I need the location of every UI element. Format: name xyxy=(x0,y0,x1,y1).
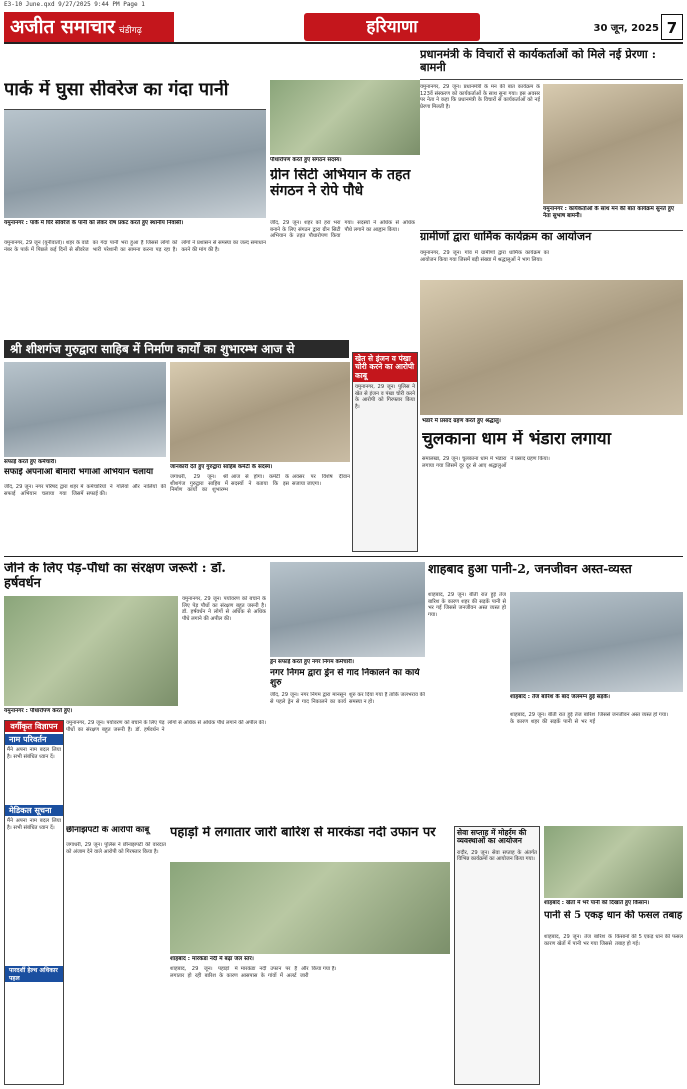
article-14-headline: सेवा सप्ताह में मोहर्रम की व्यवस्थाओं का आयोजन xyxy=(457,828,527,846)
article-6-headline-box xyxy=(4,468,166,482)
name-change-head: नाम परिवर्तन xyxy=(5,734,63,745)
article-5-caption: जानकारी देते हुए गुरुद्वारा साहिब कमेटी के सदस्य। xyxy=(170,464,273,470)
masthead xyxy=(4,12,683,44)
article-4-headline: ग्रामीणों द्वारा धार्मिक कार्यक्रम का आयोजन xyxy=(420,230,592,243)
article-2-caption: यमुनानगर : कार्यकर्ताओं के साथ मन की बात कार्यक्रम सुनते हुए नेता सुभाष बामनी। xyxy=(543,206,674,219)
article-10-photo xyxy=(510,592,683,692)
article-1-caption: यमुनानगर : पार्क में घिरे सीवरेज के पानी को लेकर रोष प्रकट करते हुए स्थानीय निवासी। xyxy=(4,220,184,226)
article-2-body: यमुनानगर, 29 जून। प्रधानमंत्री के मन की बात कार्यक्रम के 123वें संस्करण को कार्यकर्ताओं के साथ सुना गया। इस अवसर पर नेता ने कहा कि प्रधानमंत्री के विचारों से कार्यकर्ताओं को नई प्रेरणा मिलती है। xyxy=(420,84,540,110)
article-8-caption: भंडारे में प्रसाद ग्रहण करते हुए श्रद्धालु। xyxy=(422,418,501,424)
article-1-body: यमुनानगर, 29 जून (यूनीवार्ता)। शहर के वार्ड नंबर के पार्क में पिछले कई दिनों से सीवरेज का गंदा पानी भरा हुआ है जिससे लोगों को भारी परेशानी का सामना करना पड़ रहा है। लोगों ने प्रशासन से समस्या का जल्द समाधान करने की मांग की है। xyxy=(4,240,266,253)
article-10-headline: शाहबाद हुआ पानी-2, जनजीवन अस्त-व्यस्त xyxy=(428,562,632,576)
article-3-body: जींद, 29 जून। शहर को हरा भरा बनाने के लिए संगठन द्वारा ग्रीन सिटी अभियान के तहत पौधारोपण किया गया। सदस्यों ने अधिक से अधिक पौधे लगाने का आह्वान किया। xyxy=(270,220,415,240)
article-9-body-b: यमुनानगर, 29 जून। पर्यावरण को बचाने के लिए पेड़ पौधों का संरक्षण बहुत जरूरी है। डॉ. हर्षवर्धन ने लोगों से अधिक से अधिक पौधे लगाने की अपील की। xyxy=(66,720,266,733)
article-10-caption: शाहबाद : तेज बारिश के बाद जलमग्न हुई सड़कें। xyxy=(510,694,610,700)
article-10-headline-box xyxy=(428,562,683,588)
article-13-photo xyxy=(170,862,450,954)
article-5-body: जगाधरी, 29 जून। श्री शीशगंज गुरुद्वारा साहिब में निर्माण कार्यों का शुभारम्भ आज से होगा। कमेटी के सदस्यों ने बताया कि इस अवसर पर विशेष दीवान सजाया जाएगा। xyxy=(170,474,350,494)
article-12-headline-box xyxy=(66,826,166,840)
article-11-headline: नगर निगम द्वारा ड्रेन से गाद निकालने का कार्य शुरु xyxy=(270,668,420,689)
article-11-body: जींद, 29 जून। नगर निगम द्वारा मानसून से पहले ड्रेन से गाद निकालने का कार्य शुरु कर दिया गया है ताकि जलभराव की समस्या न हो। xyxy=(270,692,425,705)
article-3-photo xyxy=(270,80,420,155)
article-10-body-b: शाहबाद, 29 जून। बीती रात हुई तेज बारिश के कारण शहर की सड़कें पानी से भर गईं जिससे जनजीवन अस्त व्यस्त हो गया। xyxy=(510,712,669,725)
section-title: हरियाणा xyxy=(304,13,480,41)
article-3-headline-box xyxy=(270,168,415,218)
article-9-headline: जीने के लिए पेड़-पौधों का संरक्षण जरूरी : डॉ. हर्षवर्धन xyxy=(4,562,226,591)
name-change-body: मैंने अपना नाम बदल लिया है। सभी संबंधित ध्यान दें। xyxy=(7,747,61,760)
article-5-photo xyxy=(170,362,350,462)
article-10-body: शाहबाद, 29 जून। बीती रात हुई तेज बारिश के कारण शहर की सड़कें पानी से भर गईं जिससे जनजीवन अस्त व्यस्त हो गया। xyxy=(428,592,506,618)
article-2-photo xyxy=(543,84,683,204)
article-6-photo xyxy=(4,362,166,457)
article-5-headline-box xyxy=(4,340,349,358)
article-8-headline: चुलकाना धाम में भंडारा लगाया xyxy=(422,430,612,449)
article-13-headline-box xyxy=(170,826,450,860)
article-15-headline-box xyxy=(544,910,683,930)
article-13-body: शाहबाद, 29 जून। पहाड़ों में लगातार हो रही बारिश के कारण मारकंडा नदी उफान पर है और आसपास के गांवों में अलर्ट जारी किया गया है। xyxy=(170,966,337,979)
article-4-body: यमुनानगर, 29 जून। गांव में ग्रामीणों द्वारा धार्मिक कार्यक्रम का आयोजन किया गया जिसमें बड़ी संख्या में श्रद्धालुओं ने भाग लिया। xyxy=(420,250,549,263)
article-5-headline: श्री शीशगंज गुरुद्वारा साहिब में निर्माण कार्यों का शुभारम्भ आज से xyxy=(10,342,295,356)
article-4-headline-box xyxy=(420,230,683,248)
article-7-box xyxy=(352,352,418,552)
article-9-headline-box xyxy=(4,562,266,592)
medical-body: मैंने अपना नाम बदल लिया है। सभी संबंधित ध्यान दें। xyxy=(7,818,61,831)
article-6-headline: सफाई अपनाओ बीमारी भगाओ अभियान चलाया xyxy=(4,468,154,477)
article-2-headline: प्रधानमंत्री के विचारों से कार्यकर्ताओं को मिले नई प्रेरणा : बामनी xyxy=(420,48,657,74)
issue-date: 30 जून, 2025 xyxy=(593,23,659,34)
print-slug: E3-10 June.qxd 9/27/2025 9:44 PM Page 1 xyxy=(4,1,145,8)
article-13-headline: पहाड़ों में लगातार जारी बारिश से मारकंडा नदी उफान पर xyxy=(170,826,436,840)
article-12-headline: छीनाझपटी के आरोपी काबू xyxy=(66,826,150,835)
article-15-body: शाहबाद, 29 जून। तेज बारिश के कारण खेतों में पानी भर गया जिससे किसानों की 5 एकड़ धान की फसल तबाह हो गई। xyxy=(544,934,683,947)
article-11-caption: ड्रेन सफाई करते हुए नगर निगम कर्मचारी। xyxy=(270,659,354,665)
article-11-photo xyxy=(270,562,425,657)
article-6-caption: सफाई करते हुए कर्मचारी। xyxy=(4,459,57,465)
article-1-photo xyxy=(4,110,266,218)
article-4-photo xyxy=(420,280,683,415)
article-7-headline: खेत से इंजन व पंखा चोरी करने का आरोपी काबू xyxy=(353,353,417,382)
article-9-caption: यमुनानगर : पौधारोपण करते हुए। xyxy=(4,708,73,714)
newspaper-logo: अजीत समाचार चंडीगढ़ xyxy=(4,12,174,42)
article-2-headline-box xyxy=(420,48,683,80)
classified-head: वर्गीकृत विज्ञापन xyxy=(5,721,63,732)
article-15-headline: पानी से 5 एकड़ धान की फसल तबाह xyxy=(544,910,683,921)
article-15-caption: शाहबाद : खेतों में भरे पानी को दिखाते हुए किसान। xyxy=(544,900,650,906)
article-8-body: समालखा, 29 जून। चुलकाना धाम में भंडारा लगाया गया जिसमें दूर दूर से आए श्रद्धालुओं ने प्रसाद ग्रहण किया। xyxy=(422,456,550,469)
article-15-photo xyxy=(544,826,683,898)
article-3-caption: पौधारोपण करते हुए संगठन सदस्य। xyxy=(270,157,342,163)
medical-head: मेडिकल सूचना xyxy=(5,805,63,816)
article-1-headline-box xyxy=(4,80,266,110)
article-14-body: रादौर, 29 जून। सेवा सप्ताह के अंतर्गत विभिन्न कार्यक्रमों का आयोजन किया गया। xyxy=(457,849,537,863)
article-9-body-a: यमुनानगर, 29 जून। पर्यावरण को बचाने के लिए पेड़ पौधों का संरक्षण बहुत जरूरी है। डॉ. हर्षवर्धन ने लोगों से अधिक से अधिक पौधे लगाने की अपील की। xyxy=(182,596,266,622)
article-9-photo xyxy=(4,596,178,706)
divider-rule xyxy=(4,556,683,557)
article-12-body: जगाधरी, 29 जून। पुलिस ने छीनाझपटी की वारदात को अंजाम देने वाले आरोपी को गिरफ्तार किया है। xyxy=(66,842,166,855)
page-number: 7 xyxy=(661,14,683,40)
article-13-caption: शाहबाद : मारकंडा नदी में बढ़ा जल स्तर। xyxy=(170,956,254,962)
article-14-box xyxy=(454,826,540,1085)
article-1-headline: पार्क में घुसा सीवरेज का गंदा पानी xyxy=(4,80,229,100)
article-8-headline-box xyxy=(422,430,683,454)
article-6-body: जींद, 29 जून। नगर परिषद द्वारा शहर में सफाई अभियान चलाया गया जिसमें कर्मचारियों ने गलियों और नालियों की सफाई की। xyxy=(4,484,166,497)
shop-head: पारदर्शी हेल्थ अधिकार पहल xyxy=(5,966,63,982)
classified-ads xyxy=(4,720,64,1085)
article-11-headline-box xyxy=(270,668,425,690)
article-3-headline: ग्रीन सिटी अभियान के तहत संगठन ने रोपे पौधे xyxy=(270,168,411,199)
article-7-body: यमुनानगर, 29 जून। पुलिस ने खेत से इंजन व पंखा चोरी करने के आरोपी को गिरफ्तार किया है। xyxy=(355,384,415,410)
